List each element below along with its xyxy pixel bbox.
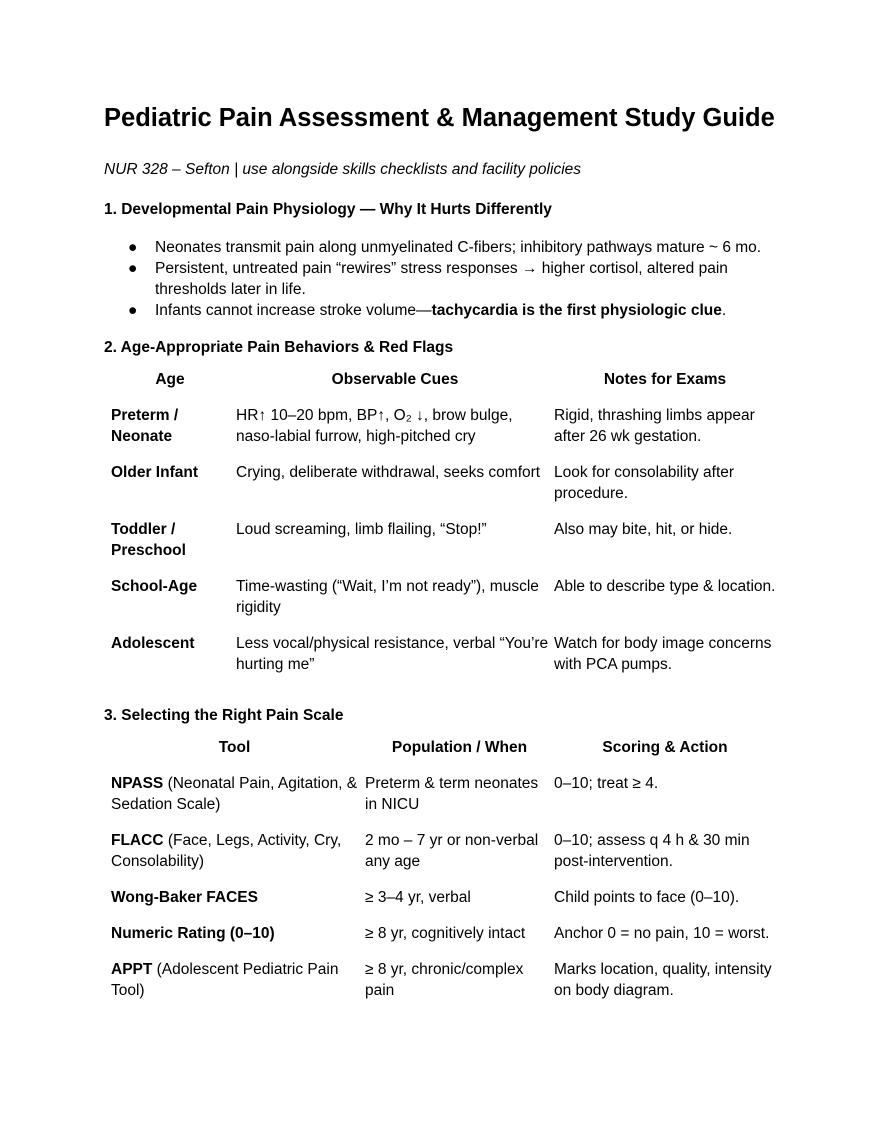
cues-cell: Crying, deliberate withdrawal, seeks comfort [236,464,541,481]
column-header-age: Age [155,371,185,388]
column-header-tool: Tool [218,739,251,756]
table-row [104,519,776,576]
scoring-cell: Marks location, quality, intensity on body diagram. [554,961,772,999]
tool-description: (Adolescent Pediatric Pain Tool) [111,961,339,999]
population-cell: ≥ 8 yr, chronic/complex pain [365,961,524,999]
tool-cell [104,830,365,887]
bullet-item [104,300,776,321]
scoring-cell: Anchor 0 = no pain, 10 = worst. [554,925,770,942]
column-header-population: Population / When [391,739,528,756]
table-row [104,773,776,830]
tool-cell [104,887,365,923]
notes-cell: Able to describe type & location. [554,578,776,595]
table-row [104,923,776,959]
bullet-item [104,237,776,258]
section-1-bullet-list [104,237,776,321]
pain-behaviors-table [104,369,776,690]
cues-cell: Time-wasting (“Wait, I’m not ready”), muscle rigidity [236,578,539,616]
notes-cell: Rigid, thrashing limbs appear after 26 wk gestation. [554,407,755,445]
table-row [104,633,776,690]
bullet-text: Infants cannot increase stroke volume— [155,302,432,319]
notes-cell: Look for consolability after procedure. [554,464,735,502]
age-cell: Preterm / Neonate [111,407,179,445]
section-3-heading: 3. Selecting the Right Pain Scale [104,707,344,724]
bullet-icon: ● [128,239,138,256]
section-1-heading: 1. Developmental Pain Physiology — Why It Hurts Differently [104,201,552,218]
tool-name: NPASS [111,775,164,792]
population-cell: 2 mo – 7 yr or non-verbal any age [365,832,539,870]
table-row [104,830,776,887]
table-header-row [104,737,776,773]
tool-name: Wong-Baker FACES [111,889,258,906]
bullet-icon: ● [128,302,138,319]
table-row [104,462,776,519]
table-header-row [104,369,776,405]
document-subtitle: NUR 328 – Sefton | use alongside skills checklists and facility policies [104,161,582,178]
bullet-text: Persistent, untreated pain “rewires” stress responses → higher cortisol, altered pain thresholds later in life. [155,260,728,298]
scoring-cell: 0–10; treat ≥ 4. [554,775,659,792]
table-row [104,887,776,923]
cues-cell: Loud screaming, limb flailing, “Stop!” [236,521,487,538]
age-cell: School-Age [111,578,198,595]
population-cell: ≥ 3–4 yr, verbal [365,889,471,906]
notes-cell: Watch for body image concerns with PCA pumps. [554,635,772,673]
section-2-heading: 2. Age-Appropriate Pain Behaviors & Red Flags [104,339,454,356]
scoring-cell: 0–10; assess q 4 h & 30 min post-intervention. [554,832,750,870]
scoring-cell: Child points to face (0–10). [554,889,740,906]
bullet-text: Neonates transmit pain along unmyelinated C-fibers; inhibitory pathways mature ~ 6 mo. [155,239,762,256]
table-row [104,405,776,462]
bullet-item [104,258,776,300]
tool-description: (Face, Legs, Activity, Cry, Consolability) [111,832,342,870]
column-header-cues: Observable Cues [331,371,459,388]
column-header-scoring: Scoring & Action [602,739,728,756]
population-cell: Preterm & term neonates in NICU [365,775,539,813]
age-cell: Older Infant [111,464,198,481]
tool-description: (Neonatal Pain, Agitation, & Sedation Scale) [111,775,358,813]
tool-cell [104,923,365,959]
document-title: Pediatric Pain Assessment & Management Study Guide [104,104,775,132]
tool-name: APPT [111,961,153,978]
cues-cell: Less vocal/physical resistance, verbal “You’re hurting me” [236,635,549,673]
bullet-icon: ● [128,260,138,277]
tool-cell [104,959,365,1016]
population-cell: ≥ 8 yr, cognitively intact [365,925,526,942]
age-cell: Adolescent [111,635,195,652]
age-cell: Toddler / Preschool [111,521,186,559]
cues-cell: HR↑ 10–20 bpm, BP↑, O₂ ↓, brow bulge, naso-labial furrow, high-pitched cry [236,407,513,445]
tool-name: Numeric Rating (0–10) [111,925,275,942]
notes-cell: Also may bite, hit, or hide. [554,521,733,538]
bullet-text-end: . [721,302,727,319]
tool-name: FLACC [111,832,164,849]
bullet-emphasis: tachycardia is the first physiologic clue [431,302,722,319]
table-row [104,959,776,1016]
tool-cell [104,773,365,830]
column-header-notes: Notes for Exams [603,371,727,388]
table-row [104,576,776,633]
pain-scale-table [104,737,776,1016]
